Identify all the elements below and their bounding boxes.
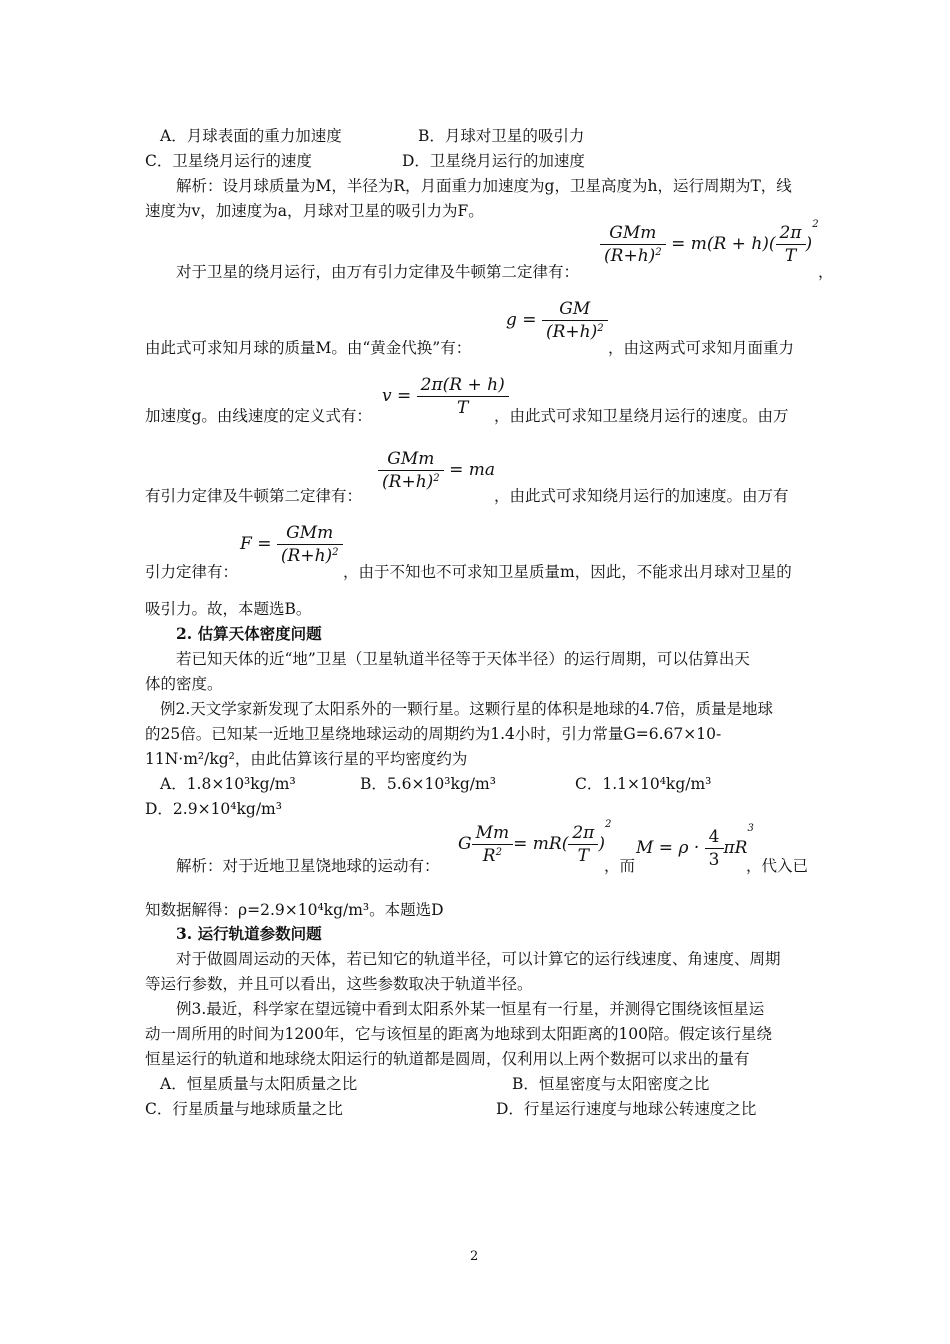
ex3-option-b: B．恒星密度与太阳密度之比 [512,1075,710,1093]
ex1-option-d: D．卫星绕月运行的加速度 [402,152,585,170]
ex2-solution-line-1b: ，而 [604,857,636,875]
ex2-option-b: B．5.6×10³kg/m³ [360,775,496,793]
formula-near-earth-orbit: G $\frac{Mm}{R^2}$ = mR( $\frac{2\pi}{T}$ )$^2$ [458,819,612,866]
formula-acceleration: $\frac{\text{GMm}}{(R+h)^2}$ = ma [378,448,495,493]
ex2-solution-line-1: 解析：对于近地卫星饶地球的运动有： [176,857,440,875]
ex1-solution-line-6b: ，由此式可求知绕月运行的加速度。由万有 [494,487,789,505]
formula-mass-density: M = ρ · $\frac{4}{3}$ $\pi R^3$ [636,823,754,870]
section-2-para-line-2: 体的密度。 [145,675,223,693]
page-number: 2 [470,1249,479,1264]
example-3-line-1: 例3.最近，科学家在望远镜中看到太阳系外某一恒星有一行星，并测得它围绕该恒星运 [176,1000,765,1018]
ex1-solution-line-5b: ，由此式可求知卫星绕月运行的速度。由万 [494,407,789,425]
ex3-option-a: A．恒星质量与太阳质量之比 [160,1075,358,1093]
ex2-option-c: C．1.1×10⁴kg/m³ [575,775,712,793]
ex1-solution-line-1: 解析：设月球质量为M，半径为R，月面重力加速度为g，卫星高度为h，运行周期为T，线 [176,177,792,195]
ex1-solution-line-7: 引力定律有： [145,563,239,581]
example-3-line-2: 动一周所用的时间为1200年，它与该恒星的距离为地球到太阳距离的100陪。假定该行星绕 [145,1025,773,1043]
ex1-option-b: B．月球对卫星的吸引力 [418,127,585,145]
ex1-solution-line-2: 速度为v，加速度为a，月球对卫星的吸引力为F。 [145,202,484,220]
ex3-option-d: D．行星运行速度与地球公转速度之比 [496,1100,757,1118]
example-3-line-3: 恒星运行的轨道和地球绕太阳运行的轨道都是圆周，仅利用以上两个数据可以求出的量有 [145,1050,750,1068]
example-2-line-1: 例2.天文学家新发现了太阳系外的一颗行星。这颗行星的体积是地球的4.7倍，质量是地球 [160,700,773,718]
ex1-option-a: A．月球表面的重力加速度 [160,127,342,145]
ex3-option-c: C．行星质量与地球质量之比 [145,1100,343,1118]
ex1-solution-line-5: 加速度g。由线速度的定义式有： [145,407,372,425]
formula-linear-velocity: v = $\frac{2\pi(R + h)}{T}$ [382,374,509,419]
ex2-option-d: D．2.9×10⁴kg/m³ [145,800,282,818]
ex1-solution-line-6: 有引力定律及牛顿第二定律有： [145,487,363,505]
formula-gravity-newton: $\frac{\text{GMm}}{(R+h)^2}$ = m(R + h)( $\frac{2\pi}{T}$ )$^2$ [600,222,819,267]
ex1-option-c: C．卫星绕月运行的速度 [145,152,312,170]
formula-attraction-force: F = $\frac{\text{GMm}}{(R+h)^2}$ [240,522,343,567]
example-2-line-3: 11N·m²/kg²，由此估算该行星的平均密度约为 [145,750,468,768]
comma: ， [818,263,834,281]
section-3-para-line-1: 对于做圆周运动的天体，若已知它的轨道半径，可以计算它的运行线速度、角速度、周期 [176,950,781,968]
section-3-heading: 3. 运行轨道参数问题 [176,924,322,943]
ex2-solution-line-2: 知数据解得：ρ=2.9×10⁴kg/m³。本题选D [145,901,444,919]
ex1-solution-line-3: 对于卫星的绕月运行，由万有引力定律及牛顿第二定律有： [176,263,580,281]
example-2-line-2: 的25倍。已知某一近地卫星绕地球运动的周期约为1.4小时，引力常量G=6.67×10- [145,725,722,743]
formula-golden-substitution: g = $\frac{GM}{(R+h)^2}$ [506,298,608,343]
section-3-para-line-2: 等运行参数，并且可以看出，这些参数取决于轨道半径。 [145,975,533,993]
ex2-option-a: A．1.8×10³kg/m³ [160,775,296,793]
ex1-solution-line-8: 吸引力。故，本题选B。 [145,600,312,618]
section-2-para-line-1: 若已知天体的近“地”卫星（卫星轨道半径等于天体半径）的运行周期，可以估算出天 [176,650,750,668]
section-2-heading: 2. 估算天体密度问题 [176,624,322,643]
ex1-solution-line-4b: ，由这两式可求知月面重力 [608,339,795,357]
ex2-solution-line-1c: ，代入已 [746,857,809,875]
ex1-solution-line-7b: ，由于不知也不可求知卫星质量m，因此，不能求出月球对卫星的 [343,563,792,581]
ex1-solution-line-4: 由此式可求知月球的质量M。由“黄金代换”有： [145,339,472,357]
